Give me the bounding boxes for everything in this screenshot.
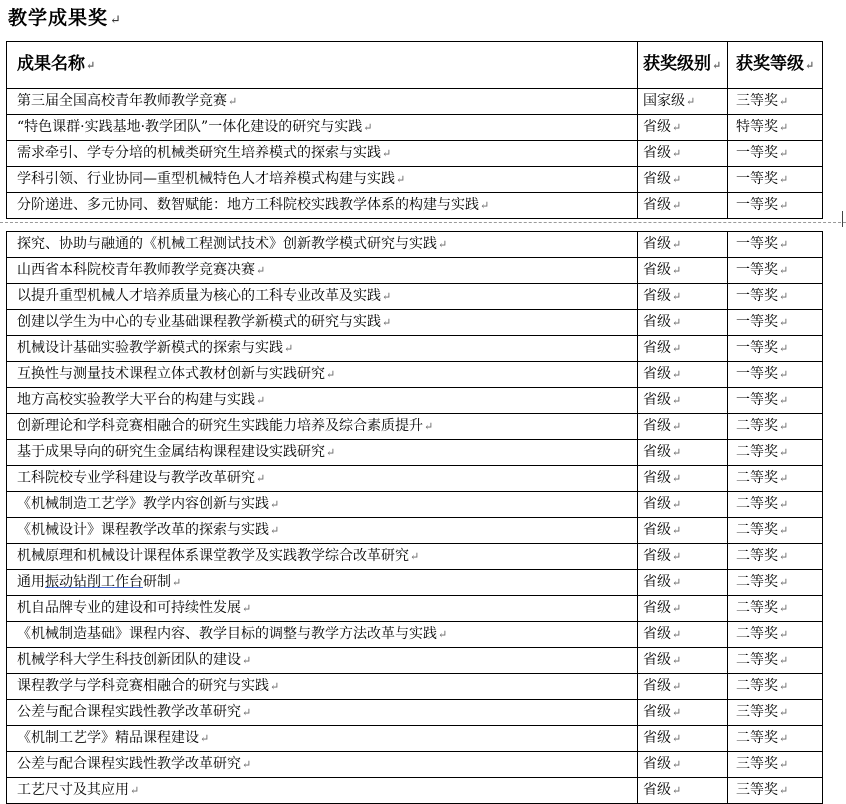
table-row (7, 310, 823, 336)
return-mark-icon: ↵ (779, 147, 789, 160)
award-grade-cell: 一等奖↵ (728, 362, 823, 388)
award-grade-cell: 三等奖↵ (728, 89, 823, 115)
table-row (7, 232, 823, 258)
award-level-cell: 省级↵ (638, 232, 728, 258)
return-mark-icon: ↵ (779, 368, 789, 381)
table-edge-marker (842, 211, 846, 227)
table-row (7, 622, 823, 648)
return-mark-icon: ↵ (270, 524, 280, 537)
award-level-cell: 省级↵ (638, 193, 728, 219)
return-mark-icon: ↵ (270, 498, 280, 511)
header-grade: 获奖等级↵ (728, 42, 823, 89)
table-row (7, 518, 823, 544)
table-row (7, 362, 823, 388)
return-mark-icon: ↵ (672, 264, 682, 277)
table-row (7, 648, 823, 674)
table-row (7, 752, 823, 778)
return-mark-icon: ↵ (256, 472, 266, 485)
award-name-cell: 学科引领、行业协同—重型机械特色人才培养模式构建与实践↵ (7, 167, 638, 193)
award-grade-cell: 二等奖↵ (728, 440, 823, 466)
award-name-cell: 机械学科大学生科技创新团队的建设↵ (7, 648, 638, 674)
return-mark-icon: ↵ (284, 342, 294, 355)
return-mark-icon: ↵ (242, 654, 252, 667)
table-row (7, 570, 823, 596)
award-grade-cell: 二等奖↵ (728, 570, 823, 596)
table-row (7, 193, 823, 219)
return-mark-icon: ↵ (779, 602, 789, 615)
table-row (7, 414, 823, 440)
award-level-cell: 省级↵ (638, 440, 728, 466)
return-mark-icon: ↵ (672, 238, 682, 251)
return-mark-icon: ↵ (672, 602, 682, 615)
award-level-cell: 省级↵ (638, 622, 728, 648)
award-name-cell: 创新理论和学科竞赛相融合的研究生实践能力培养及综合素质提升↵ (7, 414, 638, 440)
return-mark-icon: ↵ (326, 368, 336, 381)
award-level-cell: 省级↵ (638, 544, 728, 570)
return-mark-icon: ↵ (779, 95, 789, 108)
return-mark-icon: ↵ (672, 121, 682, 134)
award-level-cell: 省级↵ (638, 141, 728, 167)
award-name-cell: 需求牵引、学专分培的机械类研究生培养模式的探索与实践↵ (7, 141, 638, 167)
return-mark-icon: ↵ (779, 290, 789, 303)
return-mark-icon: ↵ (672, 368, 682, 381)
award-name-cell: 以提升重型机械人才培养质量为核心的工科专业改革及实践↵ (7, 284, 638, 310)
award-grade-cell: 二等奖↵ (728, 622, 823, 648)
award-grade-cell: 二等奖↵ (728, 648, 823, 674)
table-row (7, 492, 823, 518)
return-mark-icon: ↵ (686, 95, 696, 108)
award-name-cell: 机械原理和机械设计课程体系课堂教学及实践教学综合改革研究↵ (7, 544, 638, 570)
return-mark-icon: ↵ (438, 238, 448, 251)
award-grade-cell: 二等奖↵ (728, 414, 823, 440)
return-mark-icon: ↵ (779, 654, 789, 667)
award-name-cell: 第三届全国高校青年教师教学竞赛↵ (7, 89, 638, 115)
return-mark-icon: ↵ (172, 576, 182, 589)
return-mark-icon: ↵ (672, 550, 682, 563)
award-level-cell: 省级↵ (638, 726, 728, 752)
return-mark-icon: ↵ (779, 316, 789, 329)
award-name-cell: 地方高校实验教学大平台的构建与实践↵ (7, 388, 638, 414)
table-row (7, 596, 823, 622)
return-mark-icon: ↵ (326, 446, 336, 459)
award-name-cell: 机械设计基础实验教学新模式的探索与实践↵ (7, 336, 638, 362)
return-mark-icon: ↵ (672, 173, 682, 186)
return-mark-icon: ↵ (672, 758, 682, 771)
return-mark-icon: ↵ (672, 290, 682, 303)
return-mark-icon: ↵ (779, 524, 789, 537)
award-grade-cell: 二等奖↵ (728, 492, 823, 518)
return-mark-icon: ↵ (672, 706, 682, 719)
award-name-cell: 创建以学生为中心的专业基础课程教学新模式的研究与实践↵ (7, 310, 638, 336)
table-row (7, 141, 823, 167)
return-mark-icon: ↵ (779, 446, 789, 459)
return-mark-icon: ↵ (228, 95, 238, 108)
award-grade-cell: 特等奖↵ (728, 115, 823, 141)
return-mark-icon: ↵ (256, 264, 266, 277)
return-mark-icon: ↵ (672, 420, 682, 433)
award-name-cell: 基于成果导向的研究生金属结构课程建设实践研究↵ (7, 440, 638, 466)
award-grade-cell: 一等奖↵ (728, 284, 823, 310)
return-mark-icon: ↵ (382, 147, 392, 160)
award-name-cell: 机自品牌专业的建设和可持续性发展↵ (7, 596, 638, 622)
award-level-cell: 省级↵ (638, 284, 728, 310)
award-grade-cell: 三等奖↵ (728, 778, 823, 804)
award-name-cell: 《机制工艺学》精品课程建设↵ (7, 726, 638, 752)
table-row (7, 726, 823, 752)
return-mark-icon: ↵ (672, 628, 682, 641)
return-mark-icon: ↵ (779, 342, 789, 355)
award-level-cell: 省级↵ (638, 752, 728, 778)
award-grade-cell: 三等奖↵ (728, 752, 823, 778)
page-title (8, 4, 122, 35)
return-mark-icon: ↵ (672, 316, 682, 329)
award-level-cell: 省级↵ (638, 596, 728, 622)
return-mark-icon: ↵ (242, 602, 252, 615)
awards-table-part1 (6, 41, 823, 219)
return-mark-icon: ↵ (779, 394, 789, 407)
return-mark-icon: ↵ (242, 706, 252, 719)
return-mark-icon: ↵ (779, 472, 789, 485)
award-grade-cell: 二等奖↵ (728, 518, 823, 544)
return-mark-icon: ↵ (438, 628, 448, 641)
award-grade-cell: 二等奖↵ (728, 726, 823, 752)
award-level-cell: 省级↵ (638, 674, 728, 700)
return-mark-icon: ↵ (779, 121, 789, 134)
award-name-cell: 工科院校专业学科建设与教学改革研究↵ (7, 466, 638, 492)
awards-table-part2 (6, 231, 823, 804)
award-level-cell: 省级↵ (638, 310, 728, 336)
table-row (7, 89, 823, 115)
award-level-cell: 省级↵ (638, 388, 728, 414)
award-name-cell: 课程教学与学科竞赛相融合的研究与实践↵ (7, 674, 638, 700)
table-row (7, 258, 823, 284)
return-mark-icon: ↵ (672, 498, 682, 511)
award-grade-cell: 一等奖↵ (728, 388, 823, 414)
return-mark-icon: ↵ (779, 732, 789, 745)
return-mark-icon: ↵ (779, 550, 789, 563)
return-mark-icon: ↵ (424, 420, 434, 433)
return-mark-icon: ↵ (672, 342, 682, 355)
return-mark-icon: ↵ (672, 732, 682, 745)
award-name-cell: 互换性与测量技术课程立体式教材创新与实践研究↵ (7, 362, 638, 388)
return-mark-icon: ↵ (779, 173, 789, 186)
return-mark-icon: ↵ (672, 524, 682, 537)
award-level-cell: 省级↵ (638, 115, 728, 141)
award-grade-cell: 一等奖↵ (728, 141, 823, 167)
table-row (7, 440, 823, 466)
return-mark-icon: ↵ (200, 732, 210, 745)
award-level-cell: 省级↵ (638, 648, 728, 674)
return-mark-icon: ↵ (270, 680, 280, 693)
table-row (7, 544, 823, 570)
table-row (7, 466, 823, 492)
return-mark-icon: ↵ (480, 199, 490, 212)
header-level: 获奖级别↵ (638, 42, 728, 89)
return-mark-icon: ↵ (779, 199, 789, 212)
header-name: 成果名称↵ (7, 42, 638, 89)
paragraph-mark-icon: ↵ (110, 13, 122, 28)
return-mark-icon: ↵ (779, 420, 789, 433)
award-grade-cell: 二等奖↵ (728, 544, 823, 570)
return-mark-icon: ↵ (779, 264, 789, 277)
award-name-cell: “特色课群·实践基地·教学团队”一体化建设的研究与实践↵ (7, 115, 638, 141)
award-grade-cell: 二等奖↵ (728, 596, 823, 622)
return-mark-icon: ↵ (382, 316, 392, 329)
return-mark-icon: ↵ (672, 576, 682, 589)
return-mark-icon: ↵ (779, 498, 789, 511)
award-name-cell: 《机械制造工艺学》教学内容创新与实践↵ (7, 492, 638, 518)
return-mark-icon: ↵ (256, 394, 266, 407)
award-grade-cell: 二等奖↵ (728, 466, 823, 492)
award-level-cell: 省级↵ (638, 414, 728, 440)
return-mark-icon: ↵ (242, 758, 252, 771)
award-grade-cell: 一等奖↵ (728, 258, 823, 284)
return-mark-icon: ↵ (779, 576, 789, 589)
table-row (7, 167, 823, 193)
award-grade-cell: 一等奖↵ (728, 167, 823, 193)
return-mark-icon: ↵ (779, 680, 789, 693)
award-name-cell: 分阶递进、多元协同、数智赋能：地方工科院校实践教学体系的构建与实践↵ (7, 193, 638, 219)
award-level-cell: 省级↵ (638, 336, 728, 362)
return-mark-icon: ↵ (779, 238, 789, 251)
table-row (7, 674, 823, 700)
award-name-cell: 公差与配合课程实践性教学改革研究↵ (7, 752, 638, 778)
award-name-cell: 公差与配合课程实践性教学改革研究↵ (7, 700, 638, 726)
award-grade-cell: 一等奖↵ (728, 310, 823, 336)
award-name-cell: 山西省本科院校青年教师教学竞赛决赛↵ (7, 258, 638, 284)
award-name-cell: 通用振动钻削工作台研制↵ (7, 570, 638, 596)
award-grade-cell: 一等奖↵ (728, 336, 823, 362)
table-header-row (7, 42, 823, 89)
award-name-cell: 《机械制造基础》课程内容、教学目标的调整与教学方法改革与实践↵ (7, 622, 638, 648)
award-name-cell: 《机械设计》课程教学改革的探索与实践↵ (7, 518, 638, 544)
return-mark-icon: ↵ (363, 121, 373, 134)
return-mark-icon: ↵ (779, 706, 789, 719)
page-title-text: 教学成果奖 (8, 7, 109, 29)
return-mark-icon: ↵ (672, 446, 682, 459)
award-level-cell: 省级↵ (638, 518, 728, 544)
return-mark-icon: ↵ (672, 394, 682, 407)
award-level-cell: 省级↵ (638, 778, 728, 804)
return-mark-icon: ↵ (672, 147, 682, 160)
table-row (7, 700, 823, 726)
award-grade-cell: 一等奖↵ (728, 193, 823, 219)
return-mark-icon: ↵ (672, 784, 682, 797)
return-mark-icon: ↵ (396, 173, 406, 186)
award-grade-cell: 一等奖↵ (728, 232, 823, 258)
award-name-cell: 探究、协助与融通的《机械工程测试技术》创新教学模式研究与实践↵ (7, 232, 638, 258)
award-name-cell: 工艺尺寸及其应用↵ (7, 778, 638, 804)
return-mark-icon: ↵ (779, 628, 789, 641)
award-level-cell: 省级↵ (638, 362, 728, 388)
table-row (7, 336, 823, 362)
award-level-cell: 省级↵ (638, 167, 728, 193)
return-mark-icon: ↵ (779, 784, 789, 797)
table-row (7, 388, 823, 414)
award-level-cell: 国家级↵ (638, 89, 728, 115)
award-level-cell: 省级↵ (638, 492, 728, 518)
award-level-cell: 省级↵ (638, 700, 728, 726)
return-mark-icon: ↵ (672, 199, 682, 212)
return-mark-icon: ↵ (382, 290, 392, 303)
award-level-cell: 省级↵ (638, 258, 728, 284)
page-break-divider (0, 222, 846, 223)
return-mark-icon: ↵ (130, 784, 140, 797)
return-mark-icon: ↵ (410, 550, 420, 563)
award-level-cell: 省级↵ (638, 466, 728, 492)
table-row (7, 778, 823, 804)
table-row (7, 284, 823, 310)
table-row (7, 115, 823, 141)
return-mark-icon: ↵ (672, 654, 682, 667)
return-mark-icon: ↵ (779, 758, 789, 771)
return-mark-icon: ↵ (672, 680, 682, 693)
return-mark-icon: ↵ (672, 472, 682, 485)
award-grade-cell: 二等奖↵ (728, 674, 823, 700)
award-grade-cell: 三等奖↵ (728, 700, 823, 726)
award-level-cell: 省级↵ (638, 570, 728, 596)
